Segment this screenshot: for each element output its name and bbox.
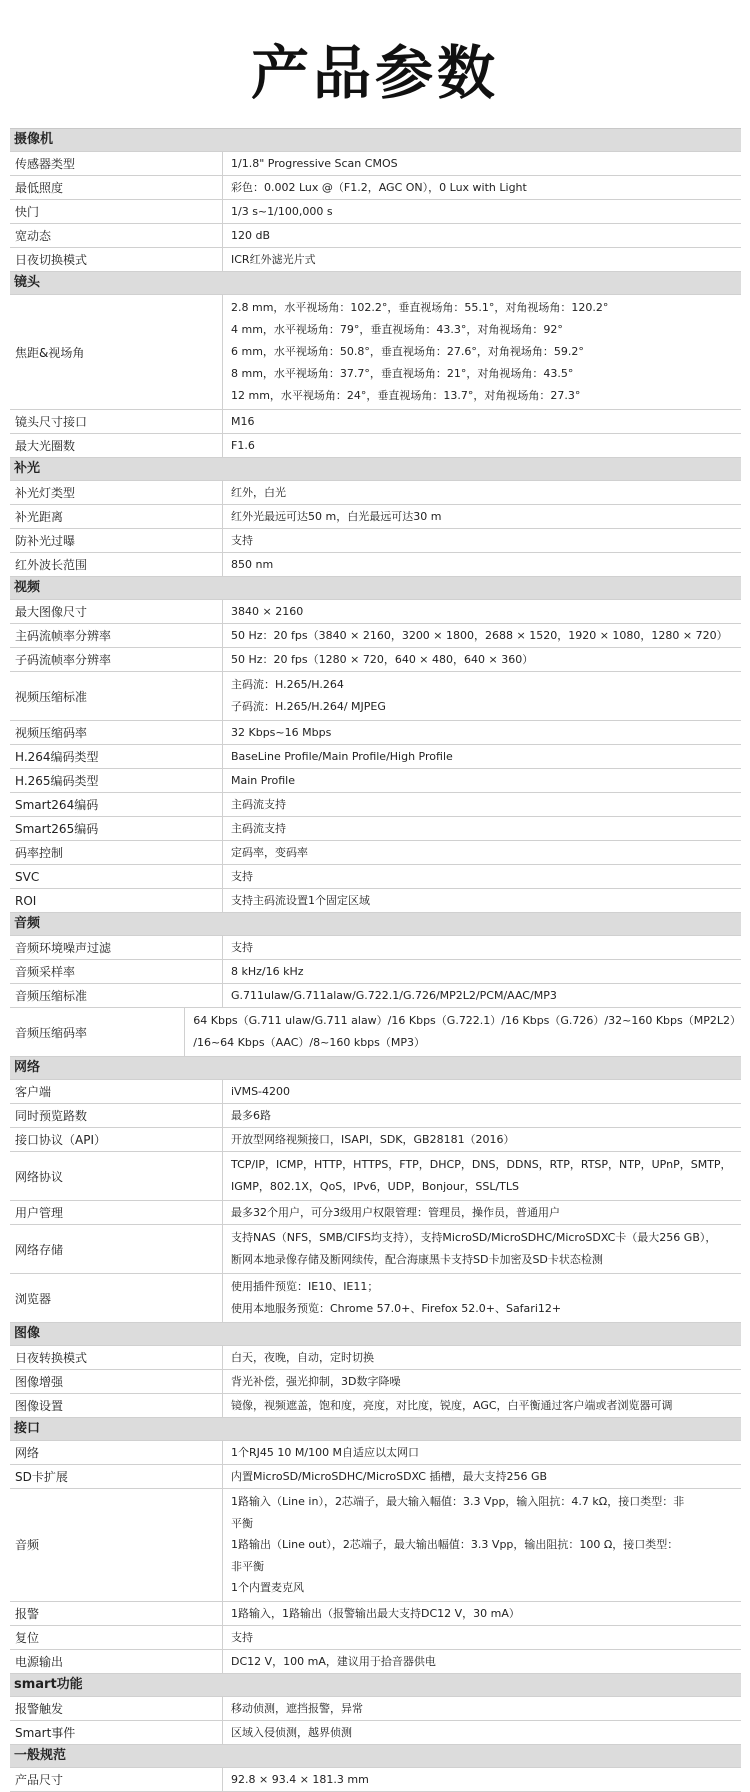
spec-key: 产品尺寸 [10,1768,223,1791]
spec-value-line: 背光补偿，强光抑制，3D数字降噪 [231,1375,401,1388]
spec-value [223,1128,741,1151]
spec-key: 复位 [10,1626,223,1649]
spec-key: 浏览器 [10,1274,223,1322]
spec-value [223,769,741,792]
spec-value-line: 开放型网络视频接口，ISAPI，SDK，GB28181（2016） [231,1133,515,1146]
spec-value-line: 3840 × 2160 [231,605,304,618]
section-header [10,1674,741,1697]
spec-value-line: 移动侦测，遮挡报警，异常 [231,1701,363,1715]
spec-key: 快门 [10,200,223,223]
spec-value-line: 子码流：H.265/H.264/ MJPEG [231,700,386,713]
spec-value [223,1721,741,1744]
spec-value [223,817,741,840]
spec-row [10,1128,741,1152]
spec-value-line: G.711ulaw/G.711alaw/G.722.1/G.726/MP2L2/PCM/AAC/MP3 [231,989,557,1002]
spec-row [10,1346,741,1370]
spec-row [10,434,741,458]
spec-row [10,295,741,410]
spec-value [223,1274,741,1322]
spec-value [223,648,741,671]
section-header [10,129,741,152]
section-header [10,1323,741,1346]
spec-value [223,505,741,528]
spec-value [223,1080,741,1103]
spec-value [223,889,741,912]
spec-row [10,1489,741,1602]
spec-value-line: F1.6 [231,439,255,452]
spec-key: 音频环境噪声过滤 [10,936,223,959]
spec-key: 报警触发 [10,1697,223,1720]
spec-value-line: 4 mm，水平视场角：79°，垂直视场角：43.3°，对角视场角：92° [231,323,563,336]
spec-value-line: 最多6路 [231,1109,271,1122]
spec-row [10,1465,741,1489]
spec-value [223,1697,741,1720]
section-title: 音频 [14,916,41,931]
spec-value [223,793,741,816]
spec-value-line: 850 nm [231,558,274,571]
spec-value-line: 区域入侵侦测，越界侦测 [231,1725,352,1739]
spec-row [10,1104,741,1128]
spec-key: 宽动态 [10,224,223,247]
spec-value [223,1489,741,1601]
spec-row [10,1602,741,1626]
spec-value-line: 支持主码流设置1个固定区域 [231,894,370,907]
spec-value-line: 平衡 [231,1516,253,1530]
section-title: 视频 [14,580,41,595]
spec-row [10,745,741,769]
spec-row [10,936,741,960]
spec-value-line: ICR红外滤光片式 [231,253,316,266]
spec-value [223,1346,741,1369]
spec-value-line: 1个RJ45 10 M/100 M自适应以太网口 [231,1446,420,1459]
spec-value-line: 使用插件预览：IE10、IE11； [231,1280,379,1293]
spec-row [10,841,741,865]
spec-row [10,865,741,889]
spec-value-line: 最多32个用户，可分3级用户权限管理：管理员，操作员，普通用户 [231,1206,560,1219]
spec-value [223,200,741,223]
spec-value [223,434,741,457]
spec-value-line: 50 Hz：20 fps（3840 × 2160，3200 × 1800，2688 × 1520，1920 × 1080，1280 × 720） [231,629,728,642]
spec-value-line: 1路输入（Line in），2芯端子，最大输入幅值：3.3 Vpp，输入阻抗：4.7 kΩ，接口类型：非 [231,1495,685,1508]
spec-value-line: 白天，夜晚，自动，定时切换 [231,1351,374,1364]
spec-row [10,200,741,224]
spec-row [10,1697,741,1721]
spec-value [223,1465,741,1488]
spec-value-line: IGMP，802.1X，QoS，IPv6，UDP，Bonjour，SSL/TLS [231,1180,519,1193]
spec-value-line: 镜像，视频遮盖，饱和度，亮度，对比度，锐度，AGC，白平衡通过客户端或者浏览器可调 [231,1399,673,1412]
spec-value-line: TCP/IP，ICMP，HTTP，HTTPS，FTP，DHCP，DNS，DDNS，RTP，RTSP，NTP，UPnP，SMTP， [231,1158,732,1171]
spec-row [10,1721,741,1745]
spec-row [10,1274,741,1323]
section-header [10,272,741,295]
spec-value [223,1768,741,1791]
spec-value [223,1104,741,1127]
spec-value-line: 120 dB [231,229,271,242]
spec-value [223,1626,741,1649]
spec-key: H.265编码类型 [10,769,223,792]
spec-value [185,1008,741,1056]
spec-value [223,1650,741,1673]
spec-key: SVC [10,865,223,888]
spec-key: 最大图像尺寸 [10,600,223,623]
spec-value [223,672,741,720]
spec-table [10,128,741,1792]
spec-row [10,817,741,841]
spec-row [10,224,741,248]
spec-key: SD卡扩展 [10,1465,223,1488]
spec-value-line: 支持 [231,534,253,547]
spec-key: 接口协议（API） [10,1128,223,1151]
spec-row [10,410,741,434]
spec-row [10,1626,741,1650]
spec-key: Smart264编码 [10,793,223,816]
section-title: 接口 [14,1421,41,1436]
spec-key: 焦距&视场角 [10,295,223,409]
spec-value-line: 1路输入，1路输出（报警输出最大支持DC12 V，30 mA） [231,1606,520,1620]
spec-key: 日夜转换模式 [10,1346,223,1369]
spec-value [223,1602,741,1625]
spec-value-line: 6 mm，水平视场角：50.8°，垂直视场角：27.6°，对角视场角：59.2° [231,345,584,358]
spec-value [223,553,741,576]
spec-row [10,529,741,553]
spec-key: 用户管理 [10,1201,223,1224]
spec-key: 镜头尺寸接口 [10,410,223,433]
spec-key: 传感器类型 [10,152,223,175]
spec-value [223,721,741,744]
section-title: 一般规范 [14,1747,67,1763]
spec-key: 音频压缩码率 [10,1008,185,1056]
spec-value-line: DC12 V，100 mA，建议用于拾音器供电 [231,1654,436,1668]
spec-key: 最大光圈数 [10,434,223,457]
spec-key: 音频采样率 [10,960,223,983]
spec-row [10,1768,741,1792]
spec-key: 红外波长范围 [10,553,223,576]
spec-key: ROI [10,889,223,912]
spec-value-line: 12 mm，水平视场角：24°，垂直视场角：13.7°，对角视场角：27.3° [231,389,581,402]
spec-row [10,1225,741,1274]
spec-value-line: 1/3 s~1/100,000 s [231,205,333,218]
spec-value-line: 使用本地服务预览：Chrome 57.0+、Firefox 52.0+、Safari12+ [231,1302,562,1315]
section-header [10,577,741,600]
section-title: 摄像机 [14,132,54,147]
spec-row [10,624,741,648]
spec-value-line: /16~64 Kbps（AAC）/8~160 kbps（MP3） [193,1036,426,1049]
spec-value [223,745,741,768]
spec-key: 网络 [10,1441,223,1464]
spec-key: 音频压缩标准 [10,984,223,1007]
section-title: 镜头 [14,275,41,290]
spec-value-line: 定码率，变码率 [231,846,308,859]
spec-row [10,1008,741,1057]
section-header [10,913,741,936]
spec-row [10,1080,741,1104]
spec-key: 图像设置 [10,1394,223,1417]
spec-row [10,960,741,984]
spec-row [10,1650,741,1674]
spec-value [223,841,741,864]
spec-value [223,224,741,247]
spec-value-line: 1/1.8" Progressive Scan CMOS [231,157,398,170]
spec-row [10,152,741,176]
spec-key: Smart265编码 [10,817,223,840]
spec-row [10,505,741,529]
spec-value-line: 64 Kbps（G.711 ulaw/G.711 alaw）/16 Kbps（G.722.1）/16 Kbps（G.726）/32~160 Kbps（MP2L2） [193,1014,741,1027]
spec-value [223,1201,741,1224]
spec-row [10,481,741,505]
spec-value [223,481,741,504]
spec-value-line: 支持 [231,1630,253,1644]
spec-value-line: Main Profile [231,774,295,787]
section-header [10,1745,741,1768]
spec-key: Smart事件 [10,1721,223,1744]
section-header [10,458,741,481]
spec-value-line: 主码流支持 [231,822,286,835]
spec-value-line: 红外光最远可达50 m，白光最远可达30 m [231,510,442,523]
spec-value-line: 92.8 × 93.4 × 181.3 mm [231,1772,369,1786]
spec-row [10,721,741,745]
spec-value [223,1225,741,1273]
spec-value [223,1152,741,1200]
spec-key: 网络存储 [10,1225,223,1273]
spec-value-line: 非平衡 [231,1559,264,1573]
spec-row [10,1441,741,1465]
spec-value [223,600,741,623]
spec-value-line: 内置MicroSD/MicroSDHC/MicroSDXC 插槽，最大支持256 GB [231,1470,548,1483]
spec-value [223,248,741,271]
spec-key: 最低照度 [10,176,223,199]
spec-value-line: 1个内置麦克风 [231,1581,304,1594]
spec-key: 音频 [10,1489,223,1601]
spec-row [10,176,741,200]
spec-value-line: 1路输出（Line out），2芯端子，最大输出幅值：3.3 Vpp，输出阻抗：100 Ω，接口类型： [231,1538,679,1551]
spec-value [223,960,741,983]
spec-value [223,295,741,409]
spec-value [223,1441,741,1464]
spec-key: 补光距离 [10,505,223,528]
spec-value-line: 彩色：0.002 Lux @（F1.2，AGC ON），0 Lux with Light [231,181,527,194]
spec-value [223,624,741,647]
spec-row [10,600,741,624]
spec-row [10,793,741,817]
spec-key: 报警 [10,1602,223,1625]
spec-key: 电源输出 [10,1650,223,1673]
spec-key: 子码流帧率分辨率 [10,648,223,671]
spec-key: 视频压缩标准 [10,672,223,720]
spec-value-line: 2.8 mm，水平视场角：102.2°，垂直视场角：55.1°，对角视场角：120.2° [231,301,609,314]
spec-key: 码率控制 [10,841,223,864]
spec-value [223,152,741,175]
spec-row [10,672,741,721]
spec-key: 图像增强 [10,1370,223,1393]
spec-row [10,1394,741,1418]
spec-key: 客户端 [10,1080,223,1103]
spec-row [10,1370,741,1394]
page-title: 产品参数 [250,39,499,107]
spec-key: 日夜切换模式 [10,248,223,271]
spec-value-line: 主码流：H.265/H.264 [231,678,344,691]
spec-row [10,648,741,672]
spec-key: 防补光过曝 [10,529,223,552]
spec-value-line: 支持 [231,870,253,883]
spec-value-line: BaseLine Profile/Main Profile/High Profile [231,750,453,763]
spec-value-line: 50 Hz：20 fps（1280 × 720，640 × 480，640 × 360） [231,653,534,666]
spec-key: H.264编码类型 [10,745,223,768]
spec-value [223,1370,741,1393]
spec-row [10,769,741,793]
spec-value [223,410,741,433]
spec-key: 视频压缩码率 [10,721,223,744]
spec-value [223,529,741,552]
spec-row [10,1152,741,1201]
spec-value-line: M16 [231,415,255,428]
spec-value-line: 32 Kbps~16 Mbps [231,726,332,739]
spec-key: 同时预览路数 [10,1104,223,1127]
spec-value [223,984,741,1007]
section-header [10,1418,741,1441]
spec-row [10,553,741,577]
spec-row [10,984,741,1008]
spec-value-line: 8 kHz/16 kHz [231,965,304,978]
spec-value-line: 8 mm，水平视场角：37.7°，垂直视场角：21°，对角视场角：43.5° [231,367,574,380]
section-title: 图像 [14,1326,41,1341]
spec-value-line: 红外，白光 [231,486,286,499]
spec-row [10,248,741,272]
section-title: smart功能 [14,1676,83,1692]
spec-value [223,936,741,959]
spec-value [223,1394,741,1417]
section-header [10,1057,741,1080]
spec-value-line: 支持NAS（NFS，SMB/CIFS均支持），支持MicroSD/MicroSDHC/MicroSDXC卡（最大256 GB）， [231,1231,717,1244]
spec-value [223,176,741,199]
spec-row [10,1201,741,1225]
spec-key: 网络协议 [10,1152,223,1200]
spec-row [10,889,741,913]
section-title: 网络 [14,1060,41,1075]
spec-value-line: 断网本地录像存储及断网续传，配合海康黑卡支持SD卡加密及SD卡状态检测 [231,1253,603,1266]
section-title: 补光 [14,461,41,476]
spec-value [223,865,741,888]
spec-key: 补光灯类型 [10,481,223,504]
spec-value-line: 支持 [231,941,253,954]
spec-value-line: iVMS-4200 [231,1085,291,1098]
spec-value-line: 主码流支持 [231,798,286,811]
spec-key: 主码流帧率分辨率 [10,624,223,647]
